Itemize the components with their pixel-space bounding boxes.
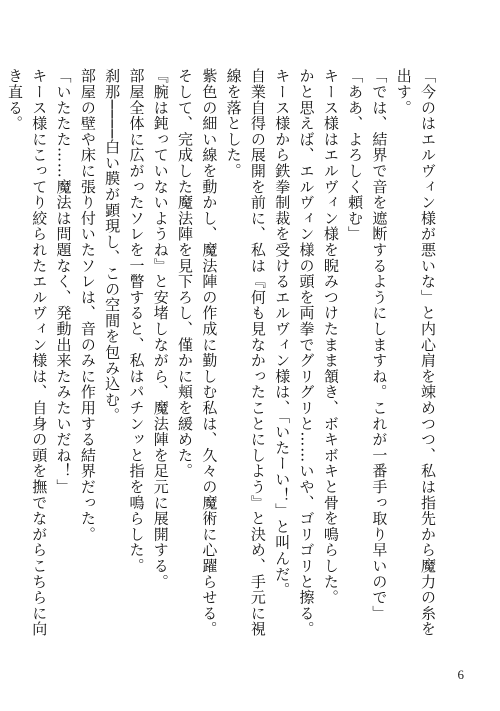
paragraph: 『腕は鈍っていないようね』と安堵しながら、魔法陣を足元に展開する。 [151, 68, 170, 590]
paragraph: 紫色の細い線を動かし、魔法陣の作成に勤しむ私は、久々の魔術に心躍らせる。 [200, 68, 219, 637]
paragraph: 「いたたた……魔法は問題なく、発動出来たみたいだね！」 [54, 68, 73, 495]
paragraph: 「ああ、よろしく頼む」 [346, 68, 365, 242]
paragraph: 部屋全体に広がったソレを一瞥すると、私はパチンッと指を鳴らした。 [127, 68, 146, 574]
paragraph: そして、完成した魔法陣を見下ろし、僅かに頬を緩めた。 [176, 68, 195, 479]
paragraph: キース様から鉄拳制裁を受けるエルヴィン様は、「いたーい！」と叫んだ。 [273, 68, 292, 598]
paragraph [0, 68, 3, 648]
paragraph: 「では、結界で音を遮断するようにしますね。これが一番手っ取り早いので」 [370, 68, 389, 621]
paragraph: キース様はエルヴィン様を睨みつけたまま頷き、ボキボキと骨を鳴らした。 [321, 68, 340, 606]
paragraph: 「今のはエルヴィン様が悪いな」と内心肩を竦めつつ、私は指先から魔力の糸を出す。 [394, 68, 437, 637]
vertical-text-body [5, 68, 440, 648]
paragraph: かと思えば、エルヴィン様の頭を両拳でグリグリと……いや、ゴリゴリと擦る。 [297, 68, 316, 637]
paragraph: 刹那────白い膜が顕現し、この空間を包み込む。 [103, 68, 122, 424]
page-number: 6 [457, 667, 464, 682]
paragraph: 自業自得の展開を前に、私は『何も見なかったことにしよう』と決め、手元に視線を落とした。 [224, 68, 267, 637]
paragraph: キース様にこってり絞られたエルヴィン様は、自身の頭を撫でながらこちらに向き直る。 [5, 68, 49, 637]
paragraph: 部屋の壁や床に張り付いたソレは、音のみに作用する結界だった。 [78, 68, 97, 542]
